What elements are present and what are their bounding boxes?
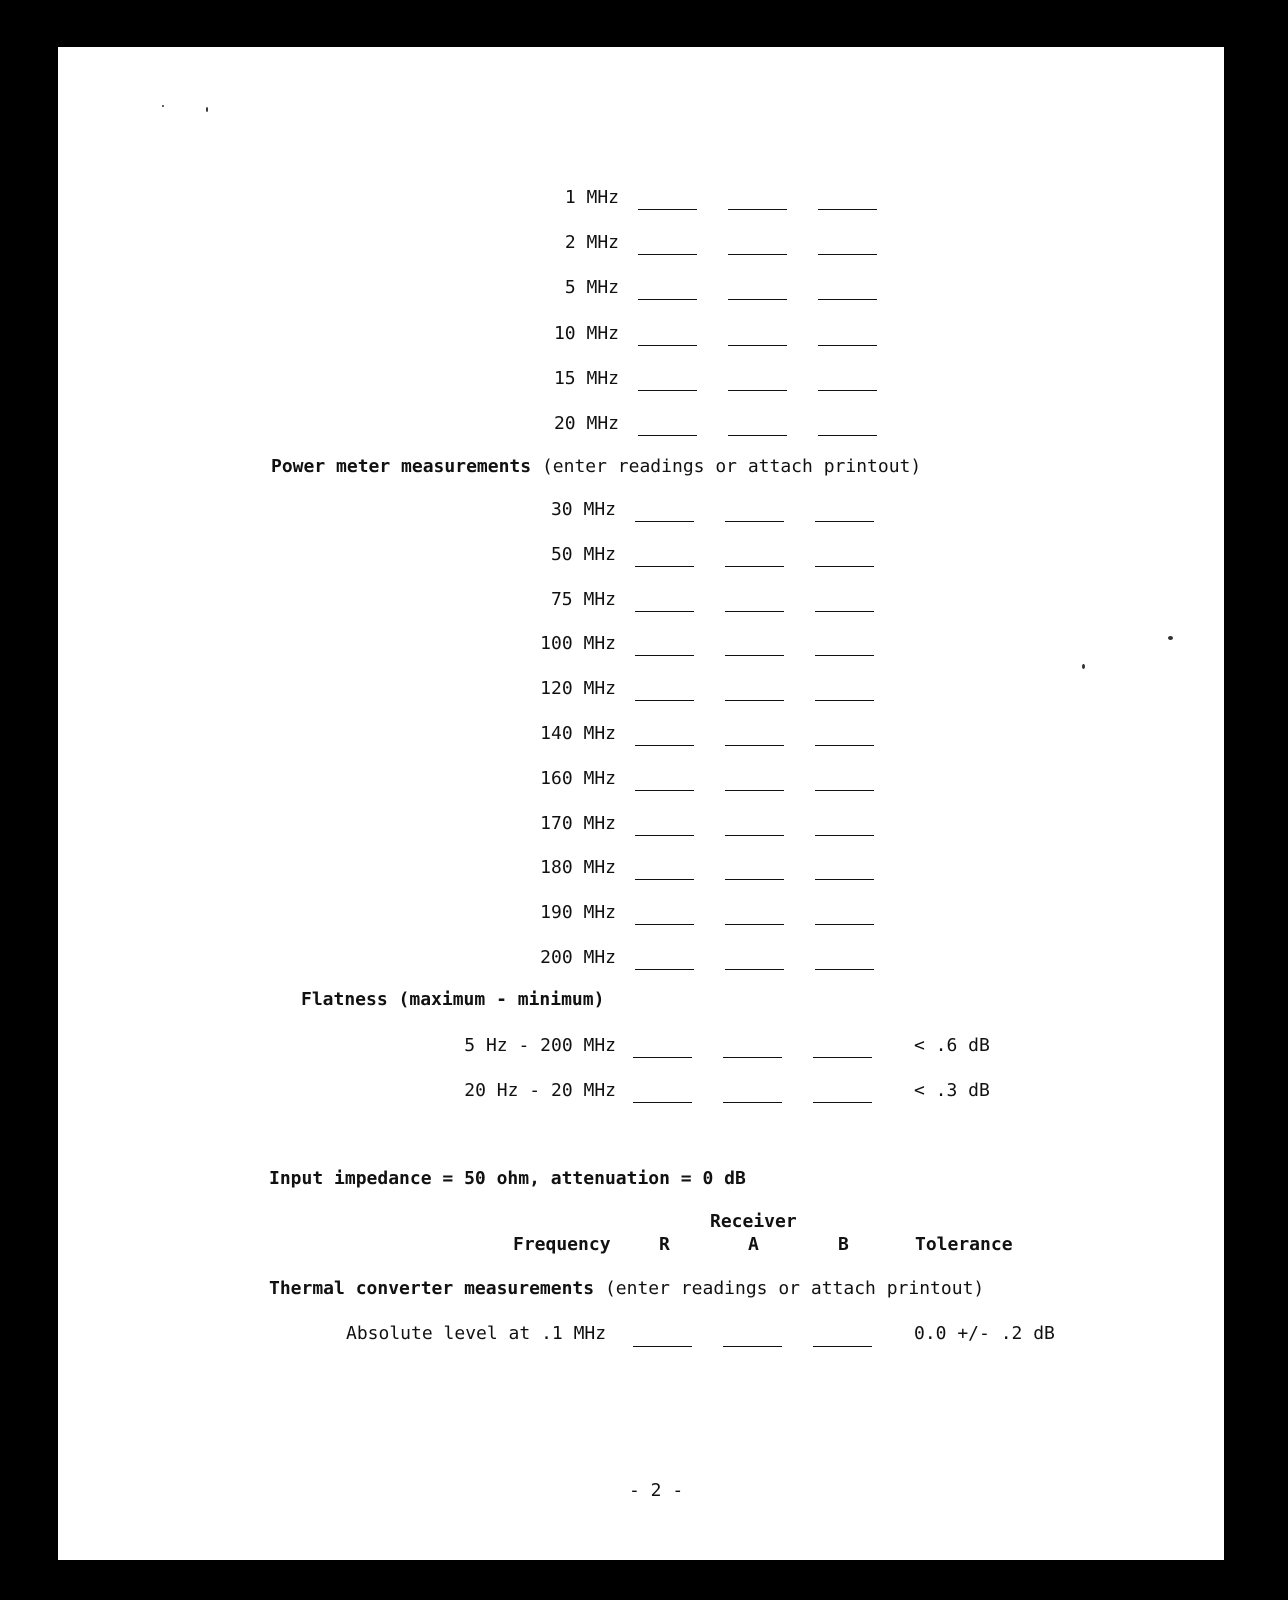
blank-b[interactable] — [818, 390, 877, 391]
blank-b[interactable] — [818, 254, 877, 255]
thermal-converter-heading: Thermal converter measurements (enter readings or attach printout) — [269, 1278, 985, 1299]
blank-b[interactable] — [818, 435, 877, 436]
blank-a[interactable] — [728, 209, 787, 210]
frequency-label: 140 MHz — [540, 723, 616, 744]
scan-speck — [1082, 664, 1085, 669]
blank-b[interactable] — [815, 611, 874, 612]
blank-a[interactable] — [725, 700, 784, 701]
blank-b[interactable] — [813, 1057, 872, 1058]
blank-a[interactable] — [725, 924, 784, 925]
blank-b[interactable] — [815, 879, 874, 880]
blank-r[interactable] — [635, 745, 694, 746]
frequency-header: Frequency — [513, 1234, 611, 1255]
blank-a[interactable] — [725, 790, 784, 791]
frequency-label: 30 MHz — [550, 499, 616, 520]
blank-b[interactable] — [813, 1102, 872, 1103]
frequency-label: 5 MHz — [564, 277, 619, 299]
blank-r[interactable] — [633, 1057, 692, 1058]
blank-r[interactable] — [638, 345, 697, 346]
frequency-label: 50 MHz — [550, 543, 616, 565]
tolerance-header: Tolerance — [915, 1234, 1013, 1255]
blank-b[interactable] — [813, 1346, 872, 1347]
absolute-level-label: Absolute level at .1 MHz — [346, 1323, 607, 1344]
frequency-label: 160 MHz — [540, 767, 616, 789]
blank-a[interactable] — [725, 745, 784, 746]
blank-r[interactable] — [638, 209, 697, 210]
frequency-label: 120 MHz — [540, 678, 616, 700]
blank-r[interactable] — [635, 924, 694, 925]
blank-a[interactable] — [723, 1346, 782, 1347]
frequency-label: 100 MHz — [540, 633, 616, 655]
frequency-label: 15 MHz — [553, 367, 619, 389]
frequency-label: 180 MHz — [540, 857, 616, 879]
blank-a[interactable] — [725, 521, 784, 522]
blank-r[interactable] — [635, 835, 694, 836]
blank-r[interactable] — [635, 611, 694, 612]
blank-r[interactable] — [633, 1346, 692, 1347]
frequency-label: 190 MHz — [540, 902, 616, 924]
blank-b[interactable] — [815, 790, 874, 791]
input-impedance-heading: Input impedance = 50 ohm, attenuation = 0 dB — [269, 1168, 746, 1189]
frequency-label: 20 MHz — [553, 413, 619, 434]
frequency-label: 1 MHz — [564, 187, 619, 208]
flatness-label-1: 5 Hz - 200 MHz — [464, 1035, 616, 1056]
blank-b[interactable] — [815, 835, 874, 836]
frequency-label: 170 MHz — [540, 812, 616, 834]
scan-speck — [1168, 636, 1173, 640]
blank-r[interactable] — [635, 969, 694, 970]
frequency-label: 200 MHz — [540, 947, 616, 968]
blank-r[interactable] — [638, 254, 697, 255]
blank-b[interactable] — [818, 299, 877, 300]
blank-a[interactable] — [725, 611, 784, 612]
blank-r[interactable] — [633, 1102, 692, 1103]
blank-a[interactable] — [728, 435, 787, 436]
blank-b[interactable] — [815, 655, 874, 656]
blank-b[interactable] — [815, 969, 874, 970]
blank-r[interactable] — [635, 655, 694, 656]
blank-a[interactable] — [723, 1102, 782, 1103]
blank-r[interactable] — [638, 390, 697, 391]
blank-r[interactable] — [635, 790, 694, 791]
blank-a[interactable] — [728, 390, 787, 391]
page-number: - 2 - — [629, 1480, 684, 1501]
scan-speck — [206, 107, 208, 112]
blank-b[interactable] — [815, 700, 874, 701]
blank-b[interactable] — [815, 521, 874, 522]
column-a-header: A — [748, 1234, 759, 1255]
blank-b[interactable] — [815, 566, 874, 567]
blank-b[interactable] — [815, 745, 874, 746]
blank-r[interactable] — [635, 879, 694, 880]
blank-a[interactable] — [725, 655, 784, 656]
flatness-label-2: 20 Hz - 20 MHz — [464, 1080, 616, 1101]
blank-a[interactable] — [728, 345, 787, 346]
blank-a[interactable] — [725, 835, 784, 836]
scan-speck — [162, 105, 164, 107]
blank-r[interactable] — [638, 435, 697, 436]
frequency-label: 2 MHz — [564, 232, 619, 254]
flatness-tolerance-1: < .6 dB — [914, 1035, 990, 1056]
blank-a[interactable] — [728, 254, 787, 255]
blank-a[interactable] — [728, 299, 787, 300]
blank-a[interactable] — [725, 969, 784, 970]
blank-b[interactable] — [818, 345, 877, 346]
absolute-tolerance: 0.0 +/- .2 dB — [914, 1323, 1055, 1344]
blank-a[interactable] — [723, 1057, 782, 1058]
column-r-header: R — [659, 1234, 670, 1255]
blank-a[interactable] — [725, 879, 784, 880]
document-page — [58, 47, 1224, 1560]
blank-b[interactable] — [815, 924, 874, 925]
blank-r[interactable] — [638, 299, 697, 300]
blank-a[interactable] — [725, 566, 784, 567]
power-meter-heading: Power meter measurements (enter readings or attach printout) — [271, 456, 922, 477]
receiver-header: Receiver — [710, 1211, 797, 1232]
blank-r[interactable] — [635, 566, 694, 567]
column-b-header: B — [838, 1234, 849, 1255]
blank-r[interactable] — [635, 700, 694, 701]
flatness-tolerance-2: < .3 dB — [914, 1080, 990, 1101]
blank-b[interactable] — [818, 209, 877, 210]
blank-r[interactable] — [635, 521, 694, 522]
frequency-label: 10 MHz — [553, 322, 619, 344]
frequency-label: 75 MHz — [550, 588, 616, 610]
flatness-heading: Flatness (maximum - minimum) — [301, 989, 605, 1010]
